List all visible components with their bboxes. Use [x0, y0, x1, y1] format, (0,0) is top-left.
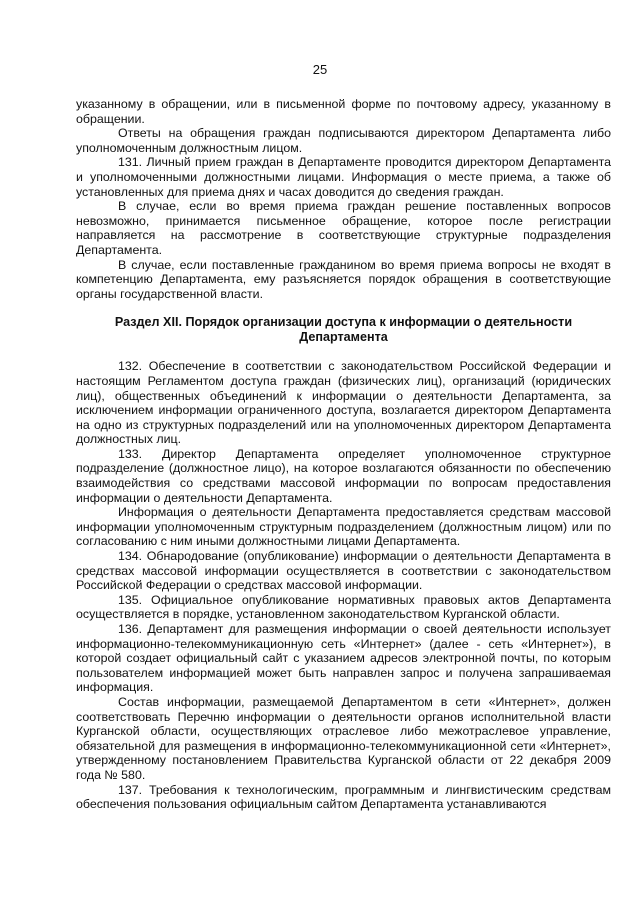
paragraph: В случае, если поставленные гражданином во время приема вопросы не входят в компетенцию Департамента, ему разъясняется порядок обращения в соответствующие органы государственной власти.: [76, 257, 611, 301]
paragraph: Информация о деятельности Департамента предоставляется средствам массовой информации уполномоченным структурным подразделением (должностным лицом) или по согласованию с ним иными должностными лицами Департамента.: [76, 505, 611, 549]
paragraph-136: 136. Департамент для размещения информации о своей деятельности использует информационно-телекоммуникационную сеть «Интернет» (далее - сеть «Интернет»), в которой создает официальный сайт с указанием адресов электронной почты, по которым пользователем информацией может быть направлен запрос и получена запрашиваемая информация.: [76, 622, 611, 695]
paragraph-133: 133. Директор Департамента определяет уполномоченное структурное подразделение (должностное лицо), на которое возлагаются обязанности по обеспечению взаимодействия со средствами массовой информации по вопросам предоставления информации о деятельности Департамента.: [76, 446, 611, 505]
paragraph-137: 137. Требования к технологическим, программным и лингвистическим средствам обеспечения пользования официальным сайтом Департамента устанавливаются: [76, 782, 611, 812]
section-title: Раздел XII. Порядок организации доступа к информации о деятельности Департамента: [114, 315, 573, 345]
paragraph: указанному в обращении, или в письменной форме по почтовому адресу, указанному в обращении.: [76, 97, 611, 126]
paragraph-131: 131. Личный прием граждан в Департаменте проводится директором Департамента и уполномоченными должностными лицами. Информация о месте приема, а также об установленных для приема днях и часах доводится до сведения граждан.: [76, 155, 611, 199]
paragraph-134: 134. Обнародование (опубликование) информации о деятельности Департамента в средствах массовой информации осуществляется в соответствии с законодательством Российской Федерации о средствах массовой информации.: [76, 549, 611, 593]
paragraph: Состав информации, размещаемой Департаментом в сети «Интернет», должен соответствовать Перечню информации о деятельности органов исполнительной власти Курганской области, осуществляющих отраслевое либо межотраслевое управление, обязательной для размещения в информационно-телекоммуникационной сети «Интернет», утвержденному постановлением Правительства Курганской области от 22 декабря 2009 года № 580.: [76, 694, 611, 782]
document-body: [76, 97, 611, 812]
page-number: 25: [312, 62, 328, 77]
paragraph-135: 135. Официальное опубликование нормативных правовых актов Департамента осуществляется в порядке, установленном законодательством Курганской области.: [76, 592, 611, 622]
paragraph-132: 132. Обеспечение в соответствии с законодательством Российской Федерации и настоящим Регламентом доступа граждан (физических лиц), организаций (юридических лиц), общественных объединений к информации о деятельности Департамента, за исключением информации ограниченного доступа, возлагается директором Департамента на одно из структурных подразделений или на уполномоченных директором Департамента должностных лиц.: [76, 359, 611, 447]
paragraph: Ответы на обращения граждан подписываются директором Департамента либо уполномоченным должностным лицом.: [76, 126, 611, 155]
paragraph: В случае, если во время приема граждан решение поставленных вопросов невозможно, принимается письменное обращение, которое после регистрации направляется на рассмотрение в соответствующие структурные подразделения Департамента.: [76, 199, 611, 257]
